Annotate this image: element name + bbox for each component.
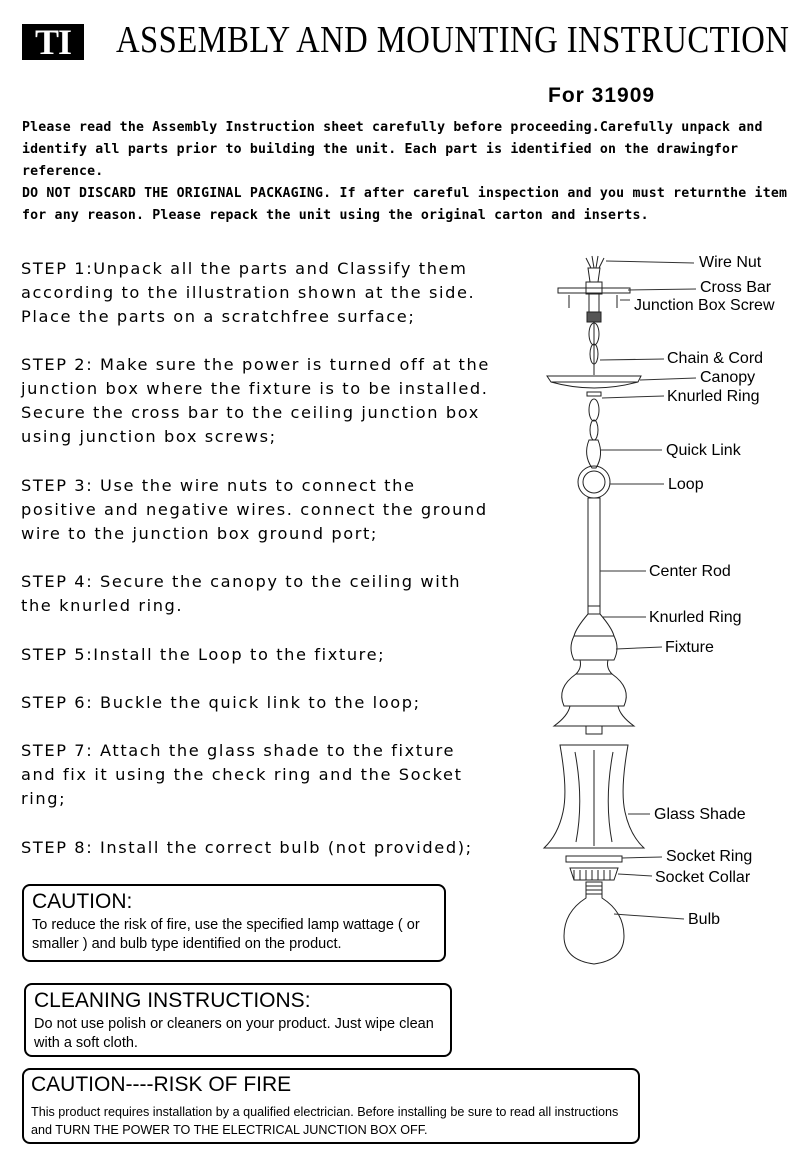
label-junction-box-screw: Junction Box Screw xyxy=(634,297,775,314)
brand-logo: TI xyxy=(22,24,84,60)
caution-text: To reduce the risk of fire, use the specified lamp wattage ( or smaller ) and bulb type identified on the product. xyxy=(32,917,420,952)
label-bulb: Bulb xyxy=(688,911,721,928)
cleaning-title: CLEANING INSTRUCTIONS: xyxy=(34,989,311,1012)
label-quick-link: Quick Link xyxy=(666,442,741,459)
model-number: For 31909 xyxy=(548,84,656,107)
chain-drawing xyxy=(589,322,599,375)
step-1: STEP 1:Unpack all the parts and Classify them according to the illustration shown at the side. Place the parts on a scratchfree surface; xyxy=(21,259,476,326)
label-wire-nut: Wire Nut xyxy=(699,254,762,271)
glass-shade-drawing xyxy=(544,745,644,848)
step-6: STEP 6: Buckle the quick link to the loop; xyxy=(21,693,421,712)
label-chain-cord: Chain & Cord xyxy=(667,350,764,367)
center-rod-drawing xyxy=(588,498,600,614)
step-7: STEP 7: Attach the glass shade to the fixture and fix it using the check ring and the Socket ring; xyxy=(21,741,463,808)
step-3: STEP 3: Use the wire nuts to connect the positive and negative wires. connect the ground wire to the junction box ground port; xyxy=(21,476,488,543)
label-fixture: Fixture xyxy=(665,639,714,656)
fixture-body-drawing xyxy=(554,614,634,734)
label-socket-ring: Socket Ring xyxy=(666,848,753,865)
cross-bar-drawing xyxy=(558,282,630,322)
label-loop: Loop xyxy=(668,476,704,493)
wire-nut-drawing xyxy=(586,256,604,282)
label-knurled-ring-top: Knurled Ring xyxy=(667,388,760,405)
step-4: STEP 4: Secure the canopy to the ceiling with the knurled ring. xyxy=(21,572,462,615)
chain-lower-drawing xyxy=(589,399,599,440)
loop-drawing xyxy=(578,466,610,498)
label-canopy: Canopy xyxy=(700,369,756,386)
step-2: STEP 2: Make sure the power is turned off at the junction box where the fixture is to be installed. Secure the cross bar to the ceiling junction box using junction box screws; xyxy=(21,355,490,446)
label-center-rod: Center Rod xyxy=(649,563,731,580)
intro-paragraph-packaging: DO NOT DISCARD THE ORIGINAL PACKAGING. If after careful inspection and you must returnthe item for any reason. Please repack the unit using the original carton and inserts. xyxy=(22,186,788,223)
canopy-drawing xyxy=(547,376,641,396)
bulb-drawing xyxy=(564,882,624,964)
quick-link-drawing xyxy=(587,440,601,468)
fire-caution-text: This product requires installation by a qualified electrician. Before installing be sure to read all instructions and TURN THE POWER TO THE ELECTRICAL JUNCTION BOX OFF. xyxy=(31,1105,619,1137)
intro-paragraph-read: Please read the Assembly Instruction sheet carefully before proceeding.Carefully unpack and identify all parts prior to building the unit. Each part is identified on the drawingfor reference. xyxy=(22,120,763,179)
label-cross-bar: Cross Bar xyxy=(700,279,772,296)
label-glass-shade: Glass Shade xyxy=(654,806,746,823)
step-5: STEP 5:Install the Loop to the fixture; xyxy=(21,645,386,664)
label-socket-collar: Socket Collar xyxy=(655,869,751,886)
socket-collar-drawing xyxy=(570,868,618,880)
socket-ring-drawing xyxy=(566,856,622,862)
label-knurled-ring-bottom: Knurled Ring xyxy=(649,609,742,626)
step-8: STEP 8: Install the correct bulb (not provided); xyxy=(21,838,473,857)
page-title: ASSEMBLY AND MOUNTING INSTRUCTION xyxy=(116,19,790,61)
cleaning-text: Do not use polish or cleaners on your product. Just wipe clean with a soft cloth. xyxy=(34,1016,434,1051)
fire-caution-title: CAUTION----RISK OF FIRE xyxy=(31,1073,292,1096)
caution-title: CAUTION: xyxy=(32,890,133,913)
